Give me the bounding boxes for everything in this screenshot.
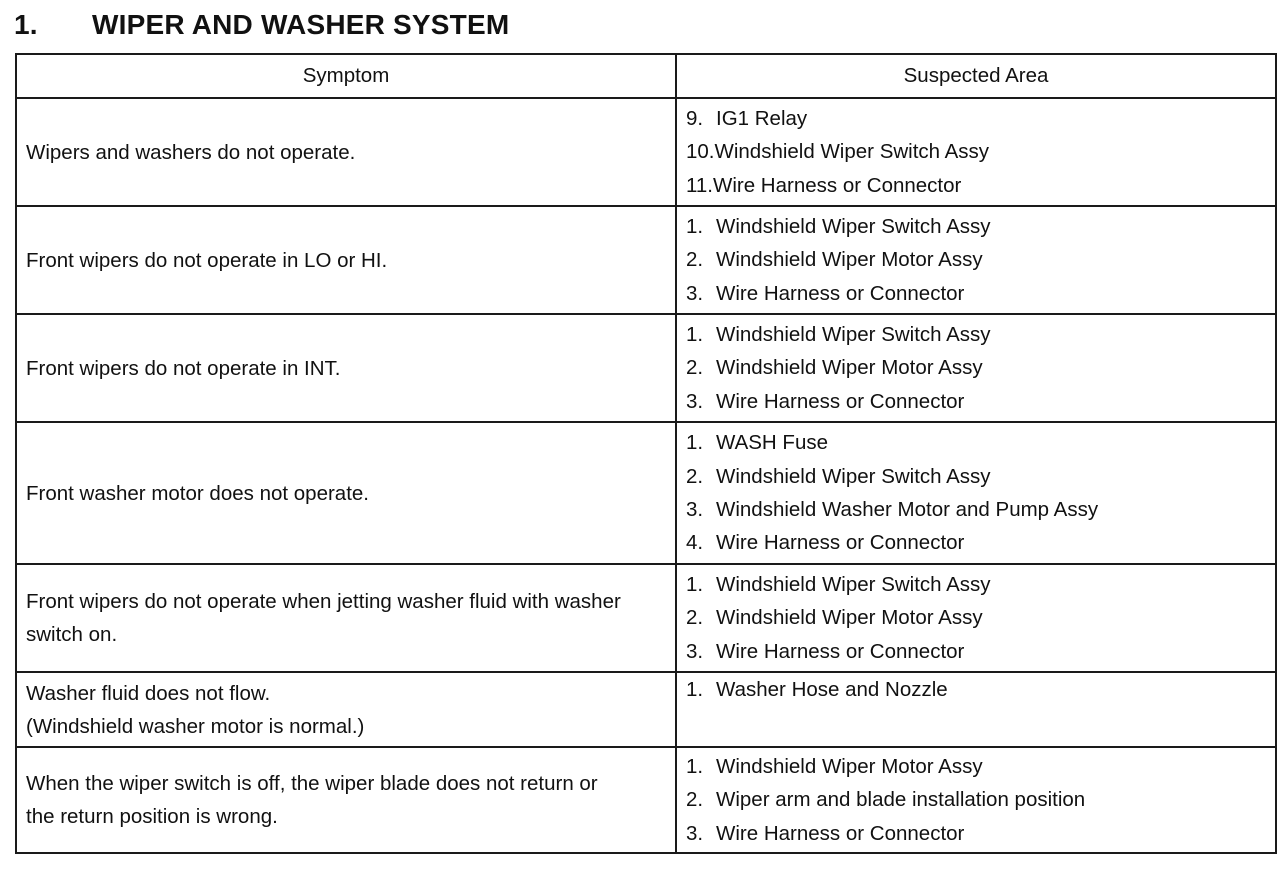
- item-text: Wire Harness or Connector: [712, 173, 962, 197]
- table-row: [16, 98, 1276, 206]
- symptom-text-line: the return position is wrong.: [26, 805, 278, 828]
- header-symptom: Symptom: [16, 54, 676, 98]
- symptom-text: Wipers and washers do not operate.: [26, 140, 356, 164]
- symptom-cell: [16, 422, 676, 564]
- item-number: 1.: [686, 323, 704, 347]
- suspected-area-cell: [676, 747, 1276, 853]
- item-text: Wire Harness or Connector: [716, 389, 965, 413]
- item-text: Windshield Wiper Switch Assy: [714, 140, 990, 164]
- item-number: 3.: [686, 281, 704, 305]
- item-text: Windshield Wiper Switch Assy: [716, 464, 991, 488]
- area-item: [686, 460, 1266, 493]
- symptom-cell: [16, 747, 676, 853]
- area-item: [686, 493, 1266, 526]
- item-text: Washer Hose and Nozzle: [716, 678, 948, 701]
- symptom-text: Front washer motor does not operate.: [26, 481, 369, 505]
- symptom-cell: [16, 98, 676, 206]
- suspected-area-cell: [676, 672, 1276, 747]
- item-number: 11.: [686, 173, 713, 197]
- area-item: [686, 783, 1266, 816]
- table-row: [16, 747, 1276, 853]
- area-item: [686, 568, 1266, 601]
- item-text: Windshield Wiper Switch Assy: [716, 215, 991, 239]
- table-row: [16, 422, 1276, 564]
- table-row: [16, 314, 1276, 422]
- item-text: Windshield Wiper Motor Assy: [716, 356, 983, 380]
- symptom-text-line: Washer fluid does not flow.: [26, 681, 271, 705]
- area-item: [686, 601, 1266, 634]
- area-item: [686, 635, 1266, 668]
- area-item: [686, 673, 1266, 706]
- symptom-cell: [16, 564, 676, 672]
- item-text: Windshield Washer Motor and Pump Assy: [716, 498, 1099, 521]
- suspected-area-cell: [676, 422, 1276, 564]
- symptom-text-line: switch on.: [26, 623, 118, 646]
- item-text: WASH Fuse: [716, 431, 829, 455]
- item-number: 3.: [686, 498, 704, 521]
- area-item: [686, 243, 1266, 276]
- area-item: [686, 750, 1266, 783]
- item-number: 1.: [686, 431, 704, 455]
- item-number: 2.: [686, 606, 704, 630]
- section-heading: [14, 6, 509, 44]
- suspected-area-cell: [676, 564, 1276, 672]
- area-item: [686, 351, 1266, 384]
- item-text: Wiper arm and blade installation position: [716, 788, 1086, 812]
- area-item: [686, 277, 1266, 310]
- item-number: 1.: [686, 573, 704, 597]
- item-number: 3.: [686, 821, 704, 845]
- symptom-text-line: (Windshield washer motor is normal.): [26, 714, 365, 738]
- item-text: IG1 Relay: [716, 107, 808, 131]
- item-text: Wire Harness or Connector: [716, 531, 965, 555]
- item-number: 3.: [686, 639, 704, 663]
- item-text: Windshield Wiper Motor Assy: [716, 606, 983, 630]
- item-number: 2.: [686, 788, 704, 812]
- item-text: Wire Harness or Connector: [716, 281, 965, 305]
- area-item: [686, 426, 1266, 459]
- symptom-text-line: When the wiper switch is off, the wiper blade does not return or: [26, 772, 598, 795]
- header-suspected-area: Suspected Area: [676, 54, 1276, 98]
- item-text: Windshield Wiper Switch Assy: [716, 573, 991, 597]
- symptom-cell: [16, 314, 676, 422]
- section-number: 1.: [14, 9, 38, 40]
- table-row: [16, 564, 1276, 672]
- item-number: 1.: [686, 678, 704, 701]
- table-row: [16, 672, 1276, 747]
- item-text: Windshield Wiper Switch Assy: [716, 323, 991, 347]
- item-number: 1.: [686, 215, 704, 239]
- area-item: [686, 135, 1266, 168]
- symptom-text: Front wipers do not operate in INT.: [26, 356, 341, 380]
- suspected-area-cell: [676, 206, 1276, 314]
- area-item: [686, 817, 1266, 850]
- symptom-text-line: Front wipers do not operate when jetting washer fluid with washer: [26, 590, 621, 613]
- suspected-area-cell: [676, 98, 1276, 206]
- item-text: Windshield Wiper Motor Assy: [716, 248, 983, 272]
- area-item: [686, 210, 1266, 243]
- item-number: 3.: [686, 389, 704, 413]
- item-text: Windshield Wiper Motor Assy: [716, 755, 983, 779]
- item-number: 2.: [686, 248, 704, 272]
- area-item: [686, 526, 1266, 559]
- table-header-row: [16, 54, 1276, 98]
- table-row: [16, 206, 1276, 314]
- area-item: [686, 385, 1266, 418]
- area-item: [686, 318, 1266, 351]
- symptom-cell: [16, 206, 676, 314]
- area-item: [686, 102, 1266, 135]
- symptom-cell: [16, 672, 676, 747]
- suspected-area-cell: [676, 314, 1276, 422]
- symptom-text: Front wipers do not operate in LO or HI.: [26, 248, 388, 272]
- item-number: 4.: [686, 531, 704, 555]
- item-number: 2.: [686, 356, 704, 380]
- item-number: 2.: [686, 464, 704, 488]
- item-number: 10.: [686, 140, 715, 164]
- item-text: Wire Harness or Connector: [716, 639, 965, 663]
- section-title: WIPER AND WASHER SYSTEM: [92, 9, 510, 40]
- symptom-table: [15, 53, 1277, 854]
- item-text: Wire Harness or Connector: [716, 821, 965, 845]
- area-item: [686, 169, 1266, 202]
- item-number: 1.: [686, 755, 704, 779]
- item-number: 9.: [686, 107, 704, 131]
